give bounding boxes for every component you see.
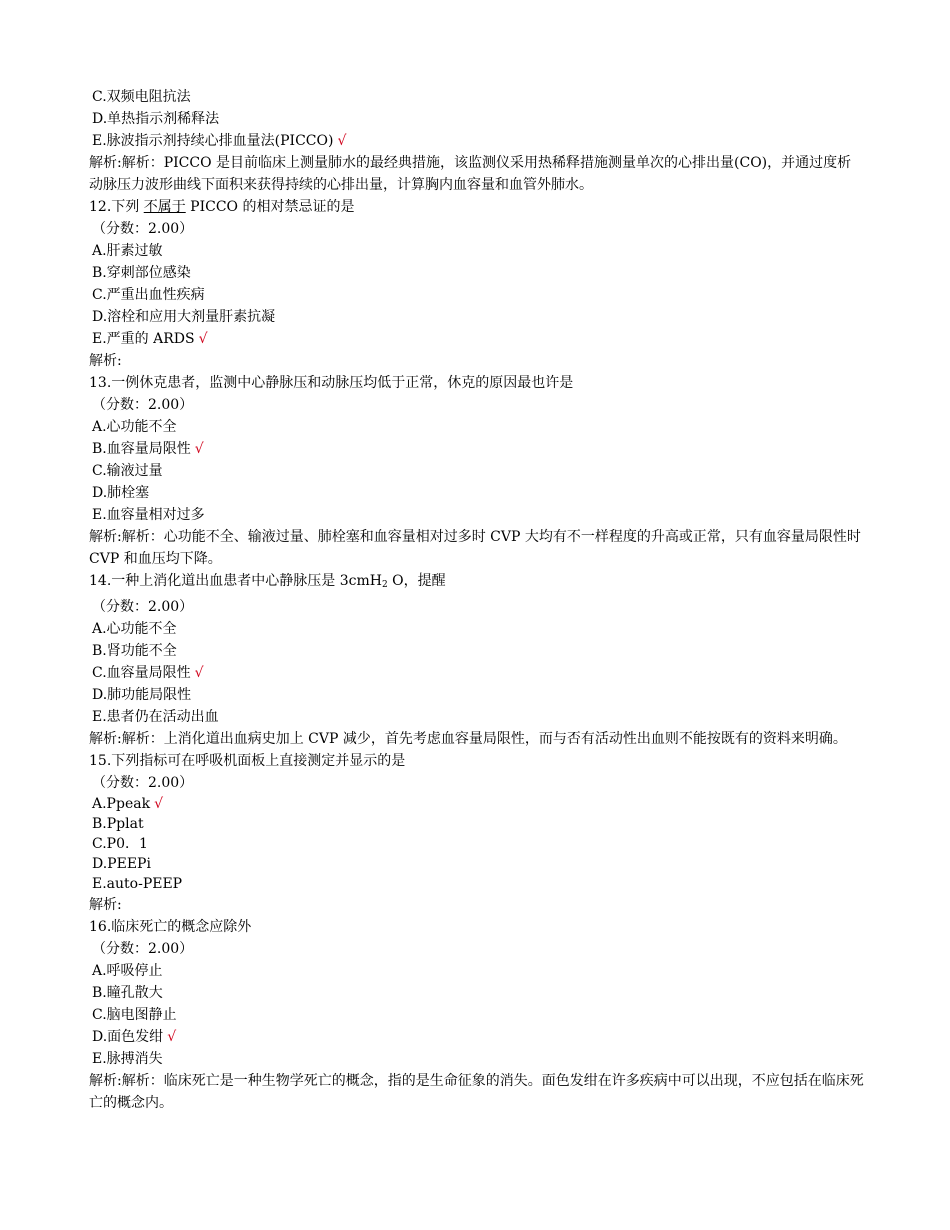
correct-check-icon: √ [337,133,347,149]
correct-check-icon: √ [194,665,204,681]
q14-option-a: A.心功能不全 [92,621,177,637]
q14-stem: 14.一种上消化道出血患者中心静脉压是 3cmH$_2$ O，提醒 [89,573,446,590]
correct-check-icon: √ [198,331,208,347]
q11-option-d: D.单热指示剂稀释法 [92,111,220,127]
q14-explanation: 解析:解析：上消化道出血病史加上 CVP 减少，首先考虑血容量局限性，而与否有活动性出血则不能按既有的资料来明确。 [89,731,847,747]
q15-option-e: E.auto-PEEP [92,876,183,892]
q15-score: （分数：2.00） [92,775,194,791]
q15-explanation: 解析: [89,897,122,913]
q13-option-e: E.血容量相对过多 [92,507,205,523]
q13-score: （分数：2.00） [92,397,194,413]
q11-option-c: C.双频电阻抗法 [92,89,191,105]
q12-option-d: D.溶栓和应用大剂量肝素抗凝 [92,309,276,325]
q14-option-d: D.肺功能局限性 [92,687,192,703]
q12-option-b: B.穿刺部位感染 [92,265,191,281]
q14-score: （分数：2.00） [92,599,194,615]
q11-option-e: E.脉波指示剂持续心排血量法(PICCO) √ [92,133,347,149]
q14-option-b: B.肾功能不全 [92,643,177,659]
q12-score: （分数：2.00） [92,221,194,237]
q16-option-c: C.脑电图静止 [92,1007,177,1023]
q13-option-a: A.心功能不全 [92,419,177,435]
q16-option-d: D.面色发绀 √ [92,1029,177,1045]
correct-check-icon: √ [167,1029,177,1045]
q12-stem: 12.下列 不属于 PICCO 的相对禁忌证的是 [89,199,355,215]
q16-score: （分数：2.00） [92,941,194,957]
q15-option-c: C.P0．1 [92,836,148,852]
q13-option-b: B.血容量局限性 √ [92,441,204,457]
q13-stem: 13.一例休克患者，监测中心静脉压和动脉压均低于正常，休克的原因最也许是 [89,375,574,391]
q13-option-c: C.输液过量 [92,463,163,479]
q12-option-a: A.肝素过敏 [92,243,163,259]
q15-stem: 15.下列指标可在呼吸机面板上直接测定并显示的是 [89,753,406,769]
q11-explanation: 解析:解析：PICCO 是目前临床上测量肺水的最经典措施，该监测仪采用热稀释措施测量单次的心排出量(CO)，并通过度析动脉压力波形曲线下面积来获得持续的心排出量，计算胸内血容量和血管外肺水。 [89,155,852,193]
q15-option-d: D.PEEPi [92,856,151,872]
q15-option-a: A.Ppeak √ [92,796,163,812]
q12-option-e: E.严重的 ARDS √ [92,331,208,347]
q12-explanation: 解析: [89,353,122,369]
q16-stem: 16.临床死亡的概念应除外 [89,919,252,935]
q15-option-b: B.Pplat [92,816,144,832]
exam-document [89,86,864,1114]
q14-option-c: C.血容量局限性 √ [92,665,204,681]
q14-option-e: E.患者仍在活动出血 [92,709,219,725]
q16-option-b: B.瞳孔散大 [92,985,163,1001]
q16-explanation: 解析:解析：临床死亡是一种生物学死亡的概念，指的是生命征象的消失。面色发绀在许多疾病中可以出现，不应包括在临床死亡的概念内。 [89,1073,864,1111]
q16-option-e: E.脉搏消失 [92,1051,163,1067]
q12-option-c: C.严重出血性疾病 [92,287,205,303]
correct-check-icon: √ [194,441,204,457]
q13-explanation: 解析:解析：心功能不全、输液过量、肺栓塞和血容量相对过多时 CVP 大均有不一样程度的升高或正常，只有血容量局限性时 CVP 和血压均下降。 [89,529,861,567]
correct-check-icon: √ [154,796,163,812]
q16-option-a: A.呼吸停止 [92,963,163,979]
q13-option-d: D.肺栓塞 [92,485,150,501]
